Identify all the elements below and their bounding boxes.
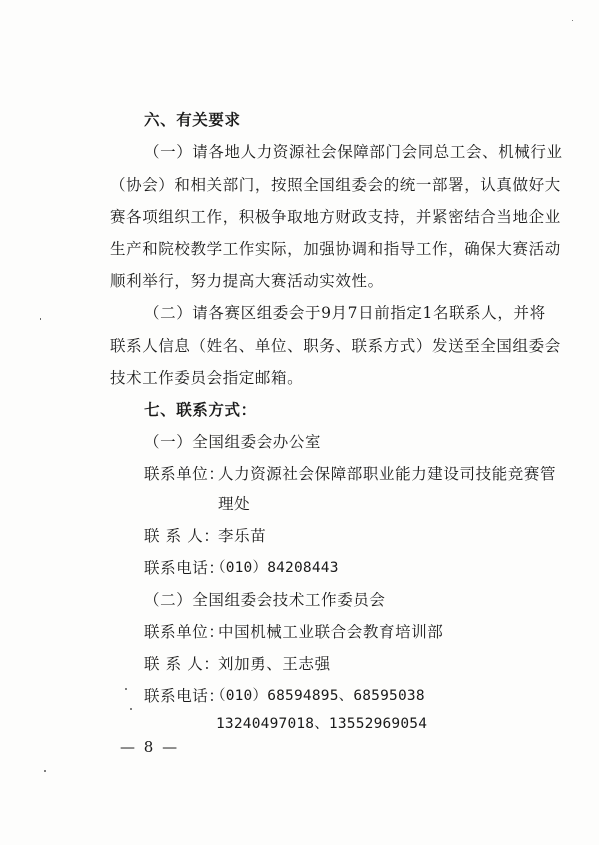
contact-phone-label: 联系电话： bbox=[144, 559, 225, 577]
scan-speck bbox=[40, 318, 41, 320]
contact-phone-value: （010）84208443 bbox=[211, 560, 339, 576]
contact-unit-value: 中国机械工业联合会教育培训部 bbox=[218, 623, 444, 641]
contact-unit-label: 联系单位： bbox=[144, 623, 225, 641]
contact-group-title: （二）全国组委会技术工作委员会 bbox=[144, 591, 386, 609]
scan-speck bbox=[125, 688, 127, 690]
section-heading-requirements: 六、有关要求 bbox=[144, 110, 241, 129]
contact-unit-value: 人力资源社会保障部职业能力建设司技能竞赛管 bbox=[218, 465, 557, 483]
paragraph-line: （一）请各地人力资源社会保障部门会同总工会、机械行业 bbox=[144, 143, 563, 161]
scan-speck bbox=[572, 20, 573, 21]
contact-phone-value-cont: 13240497018、13552969054 bbox=[216, 716, 428, 732]
page-number: — 8 — bbox=[120, 738, 180, 756]
contact-person-label: 联 系 人： bbox=[144, 527, 220, 545]
contact-person-label: 联 系 人： bbox=[144, 655, 220, 673]
contact-group-title: （一）全国组委会办公室 bbox=[144, 433, 322, 451]
contact-person-value: 李乐苗 bbox=[218, 527, 267, 545]
contact-unit-label: 联系单位： bbox=[144, 465, 225, 483]
contact-phone-value: （010）68594895、68595038 bbox=[211, 688, 425, 704]
scan-speck bbox=[130, 708, 132, 710]
scan-speck bbox=[44, 770, 46, 772]
paragraph-line: （协会）和相关部门，按照全国组委会的统一部署，认真做好大 bbox=[110, 176, 561, 194]
paragraph-line: 技术工作委员会指定邮箱。 bbox=[110, 369, 304, 387]
paragraph-line: 联系人信息（姓名、单位、职务、联系方式）发送至全国组委会 bbox=[110, 337, 561, 355]
paragraph-line: （二）请各赛区组委会于9月7日前指定1名联系人，并将 bbox=[144, 304, 546, 322]
section-heading-contact: 七、联系方式： bbox=[144, 400, 257, 419]
paragraph-line: 赛各项组织工作，积极争取地方财政支持，并紧密结合当地企业 bbox=[110, 208, 561, 226]
contact-person-value: 刘加勇、王志强 bbox=[218, 655, 331, 673]
paragraph-line: 生产和院校教学工作实际，加强协调和指导工作，确保大赛活动 bbox=[110, 240, 561, 258]
contact-phone-label: 联系电话： bbox=[144, 687, 225, 705]
contact-unit-value-cont: 理处 bbox=[218, 495, 251, 513]
paragraph-line: 顺利举行，努力提高大赛活动实效性。 bbox=[110, 272, 384, 290]
